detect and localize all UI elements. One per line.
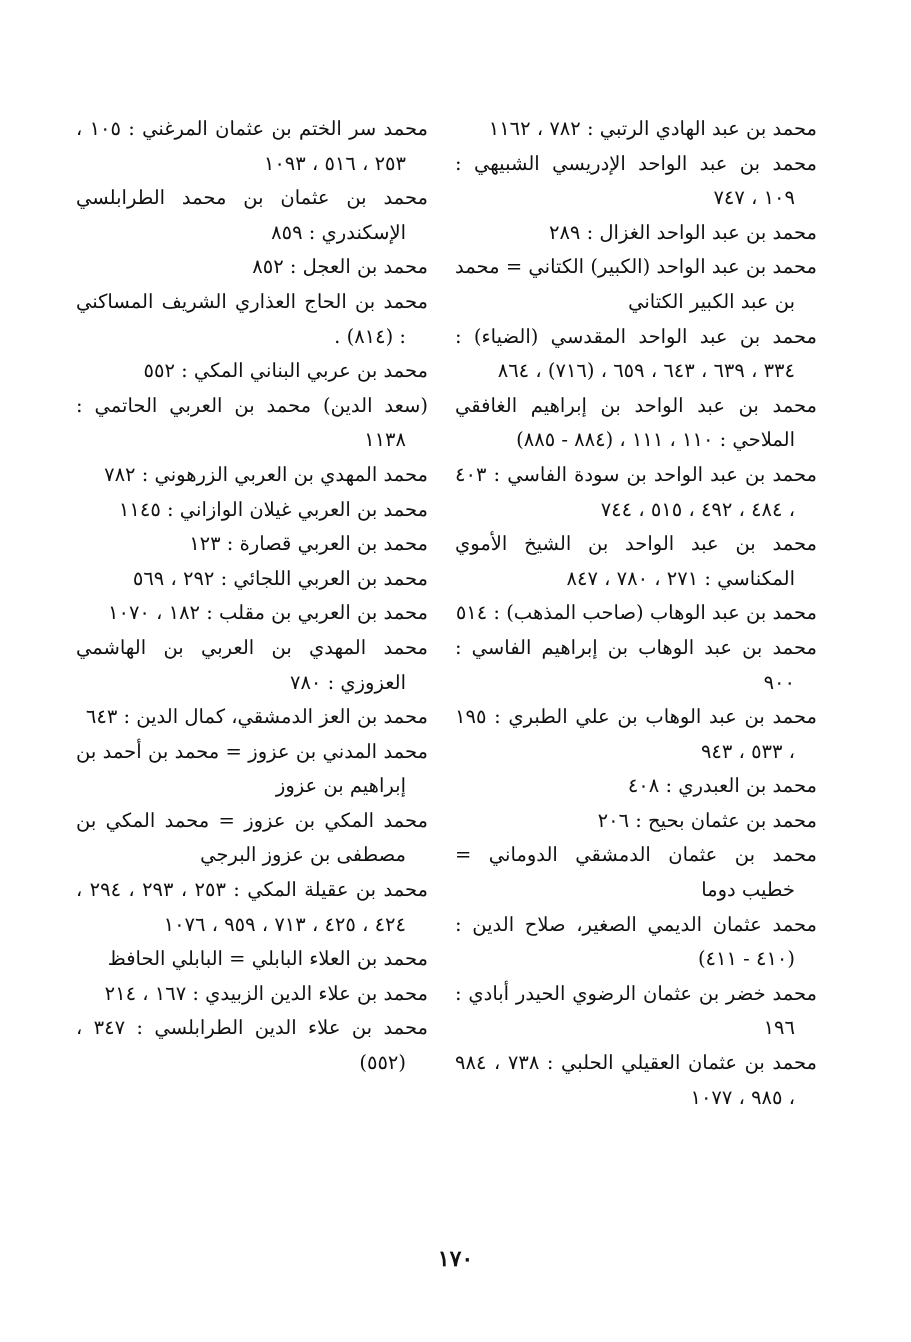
index-column-right (455, 112, 817, 1115)
index-entry: محمد بن عربي البناني المكي : ٥٥٢ (143, 359, 428, 383)
index-entry: محمد بن علاء الدين الزبيدي : ١٦٧ ، ٢١٤ (104, 981, 428, 1005)
index-entry: محمد بن علاء الدين الطرابلسي : ٣٤٧ ، (٥٥٢) (76, 1016, 428, 1075)
index-entry: محمد بن عبد الهادي الرتبي : ٧٨٢ ، ١١٦٢ (488, 117, 817, 140)
index-entry: محمد بن العلاء البابلي = البابلي الحافظ (107, 947, 428, 971)
index-entry: محمد بن العربي قصارة : ١٢٣ (189, 532, 428, 556)
index-entry: محمد بن عقيلة المكي : ٢٥٣ ، ٢٩٣ ، ٢٩٤ ، ٤٢٤ ، ٤٢٥ ، ٧١٣ ، ٩٥٩ ، ١٠٧٦ (76, 878, 428, 936)
index-entry: محمد بن عثمان بحيح : ٢٠٦ (597, 808, 817, 832)
index-entry: محمد المكي بن عزوز = محمد المكي بن مصطفى بن عزوز البرجي (76, 808, 428, 867)
index-entry: محمد المهدي بن العربي الزرهوني : ٧٨٢ (104, 462, 428, 486)
index-entry: محمد بن العربي غيلان الوازاني : ١١٤٥ (118, 497, 428, 521)
index-entry: محمد بن عثمان الدمشقي الدوماني = خطيب دوما (455, 843, 817, 902)
index-entry: محمد بن عثمان بن محمد الطرابلسي الإسكندري : ٨٥٩ (76, 186, 428, 244)
index-entry: محمد بن عبد الواحد الغزال : ٢٨٩ (548, 220, 817, 244)
index-entry: محمد المدني بن عزوز = محمد بن أحمد بن إبراهيم بن عزوز (76, 739, 428, 798)
index-entry: محمد بن عبد الواحد (الكبير) الكتاني = محمد بن عبد الكبير الكتاني (455, 255, 817, 313)
index-entry: (سعد الدين) محمد بن العربي الحاتمي : ١١٣٨ (76, 393, 428, 452)
index-entry: محمد بن العز الدمشقي، كمال الدين : ٦٤٣ (85, 705, 428, 729)
index-entry: محمد بن عبد الواحد بن إبراهيم الغافقي الملاحي : ١١٠ ، ١١١ ، (٨٨٤ - ٨٨٥) (455, 393, 817, 452)
index-entry: محمد بن عبد الواحد المقدسي (الضياء) : ٣٣٤ ، ٦٣٩ ، ٦٤٣ ، ٦٥٩ ، (٧١٦) ، ٨٦٤ (455, 324, 817, 383)
index-column-left (76, 112, 428, 1081)
index-entry: محمد بن العبدري : ٤٠٨ (627, 774, 817, 798)
index-entry: محمد خضر بن عثمان الرضوي الحيدر أبادي : ١٩٦ (455, 981, 817, 1040)
index-entry: محمد المهدي بن العربي بن الهاشمي العزوزي : ٧٨٠ (76, 635, 428, 694)
index-entry: محمد بن عبد الواحد الإدريسي الشبيهي : ١٠٩ ، ٧٤٧ (455, 151, 817, 210)
page-number: ١٧٠ (437, 1246, 474, 1272)
index-entry: محمد بن العجل : ٨٥٢ (252, 255, 428, 279)
index-entry: محمد بن عبد الواحد بن الشيخ الأموي المكناسي : ٢٧١ ، ٧٨٠ ، ٨٤٧ (455, 532, 817, 590)
index-entry: محمد بن عبد الوهاب بن علي الطبري : ١٩٥ ، ٥٣٣ ، ٩٤٣ (455, 705, 817, 763)
index-entry: محمد بن عثمان العقيلي الحلبي : ٧٣٨ ، ٩٨٤ ، ٩٨٥ ، ١٠٧٧ (455, 1051, 817, 1109)
index-entry: محمد بن العربي اللجائي : ٢٩٢ ، ٥٦٩ (132, 566, 428, 590)
index-entry: محمد بن عبد الوهاب (صاحب المذهب) : ٥١٤ (455, 601, 817, 625)
index-entry: محمد بن العربي بن مقلب : ١٨٢ ، ١٠٧٠ (108, 601, 428, 625)
index-entry: محمد بن عبد الواحد بن سودة الفاسي : ٤٠٣ ، ٤٨٤ ، ٤٩٢ ، ٥١٥ ، ٧٤٤ (455, 462, 817, 521)
index-entry: محمد بن عبد الوهاب بن إبراهيم الفاسي : ٩٠٠ (455, 635, 817, 694)
index-entry: محمد عثمان الديمي الصغير، صلاح الدين : (٤١٠ - ٤١١) (455, 912, 817, 971)
index-entry: محمد بن الحاج العذاري الشريف المساكني : (٨١٤) . (76, 289, 428, 348)
index-entry: محمد سر الختم بن عثمان المرغني : ١٠٥ ، ٢٥٣ ، ٥١٦ ، ١٠٩٣ (76, 117, 428, 175)
